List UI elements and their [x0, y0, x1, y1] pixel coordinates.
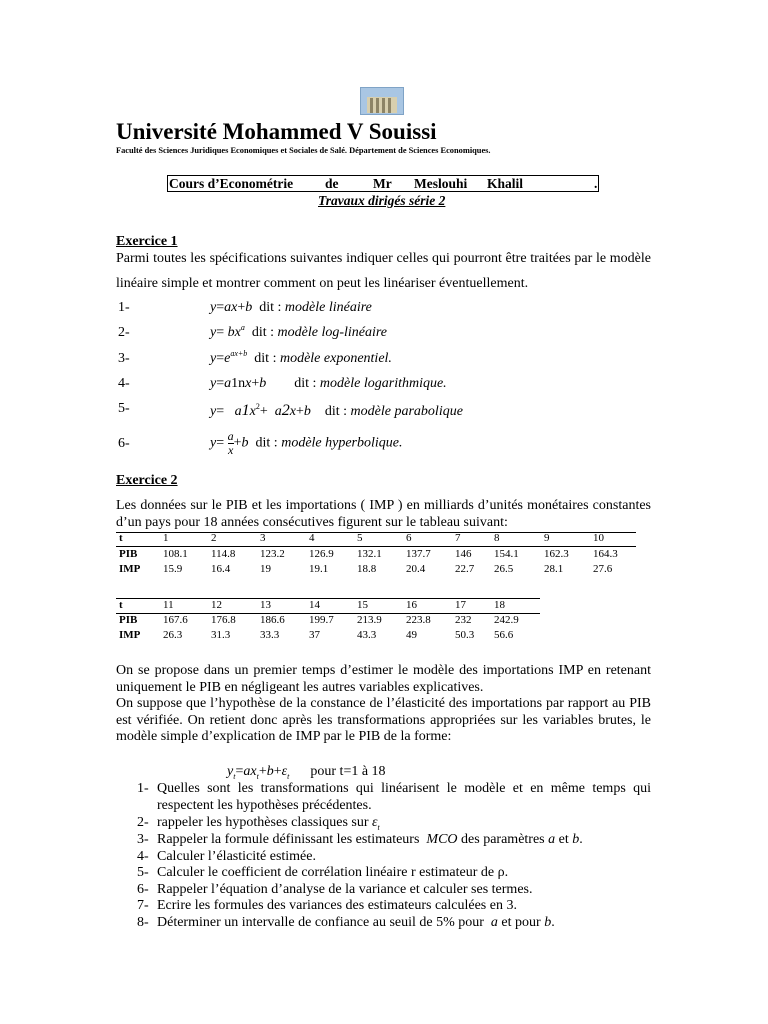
table-cell: 1: [163, 532, 169, 544]
ex1-equation-4: y=a1nx+b dit : modèle logarithmique.: [210, 376, 447, 391]
table-cell: 6: [406, 532, 412, 544]
course-dot: .: [594, 176, 598, 191]
table-cell: 17: [455, 599, 466, 611]
university-title: Université Mohammed V Souissi: [116, 119, 437, 144]
ex1-equation-2: $y= bx^a$ dit : modèle log-linéaire: [210, 323, 388, 340]
exercise2-para1: On se propose dans un premier temps d’estimer le modèle des importations IMP en retenant uniquement le PIB en négligeant les autres variables explicatives.: [116, 663, 651, 695]
table-cell: 50.3: [455, 629, 475, 641]
table-cell: 126.9: [309, 548, 334, 560]
table-row-label: PIB: [119, 548, 138, 560]
ex1-item-number: 4-: [118, 376, 130, 391]
table-cell: 22.7: [455, 563, 475, 575]
table-cell: 56.6: [494, 629, 514, 641]
table-cell: 199.7: [309, 614, 334, 626]
exercise1-title: Exercice 1: [116, 234, 178, 249]
table-row-label: IMP: [119, 629, 141, 641]
table-cell: 137.7: [406, 548, 431, 560]
table-cell: 33.3: [260, 629, 280, 641]
table-cell: 213.9: [357, 614, 382, 626]
exercise2-para2: On suppose que l’hypothèse de la constance de l’élasticité des importations par rapport au PIB est vérifiée. On retient donc après les transformations appropriées sur les variables brutes, le modèle simple d’explication de IMP par le PIB de la forme:: [116, 696, 651, 744]
ex1-equation-6: y= $\frac{a}{x}$ +b dit : modèle hyperbolique.: [210, 429, 403, 457]
table-cell: 20.4: [406, 563, 426, 575]
table-cell: 7: [455, 532, 461, 544]
series-title: Travaux dirigés série 2: [318, 193, 446, 208]
table-cell: 11: [163, 599, 174, 611]
course-name: Cours d’Econométrie: [169, 176, 294, 191]
table-cell: 167.6: [163, 614, 188, 626]
teacher-firstname: Khalil: [487, 176, 524, 191]
table-cell: 19: [260, 563, 271, 575]
ex1-item-number: 5-: [118, 401, 130, 416]
table-cell: 4: [309, 532, 315, 544]
table-cell: 2: [211, 532, 217, 544]
table-cell: 223.8: [406, 614, 431, 626]
table-cell: 164.3: [593, 548, 618, 560]
table-cell: 15: [357, 599, 368, 611]
table-cell: 37: [309, 629, 320, 641]
table-cell: 176.8: [211, 614, 236, 626]
table-row-label: t: [119, 599, 123, 611]
table-row-label: t: [119, 532, 123, 544]
table-cell: 8: [494, 532, 500, 544]
table-cell: 186.6: [260, 614, 285, 626]
table-cell: 14: [309, 599, 320, 611]
table-cell: 13: [260, 599, 271, 611]
ex1-item-number: 6-: [118, 436, 130, 451]
course-de: de: [325, 176, 339, 191]
table-cell: 18: [494, 599, 505, 611]
table-cell: 108.1: [163, 548, 188, 560]
exercise2-title: Exercice 2: [116, 473, 178, 488]
ex1-equation-5: $y= a1x^2+ a2x+b$ dit : modèle parabolique: [210, 402, 463, 419]
table-cell: 10: [593, 532, 604, 544]
table-cell: 132.1: [357, 548, 382, 560]
table-cell: 3: [260, 532, 266, 544]
table-cell: 16.4: [211, 563, 231, 575]
university-logo: [360, 87, 404, 115]
model-equation: $y_t=ax_t+b+\varepsilon_t$ pour t=1 à 18: [227, 764, 386, 781]
table2-top-rule: [116, 598, 540, 599]
table-row-label: IMP: [119, 563, 141, 575]
exercise1-intro: Parmi toutes les spécifications suivantes indiquer celles qui pourront être traitées par le modèle linéaire simple et montrer comment on peut les linéariser éventuellement.: [116, 251, 651, 291]
table-cell: 12: [211, 599, 222, 611]
table-cell: 28.1: [544, 563, 564, 575]
ex1-equation-1: y=ax+b dit : modèle linéaire: [210, 300, 372, 315]
table-cell: 5: [357, 532, 363, 544]
table-cell: 16: [406, 599, 417, 611]
course-box: [167, 175, 599, 192]
table-cell: 49: [406, 629, 417, 641]
table-cell: 162.3: [544, 548, 569, 560]
table-cell: 26.3: [163, 629, 183, 641]
teacher-lastname: Meslouhi: [414, 176, 468, 191]
table1-header-rule: [116, 546, 636, 547]
table-cell: 154.1: [494, 548, 519, 560]
table-cell: 18.8: [357, 563, 377, 575]
ex1-equation-3: $y=e^{ax+b}$ dit : modèle exponentiel.: [210, 349, 392, 366]
table-row-label: PIB: [119, 614, 138, 626]
exercise2-intro: Les données sur le PIB et les importations ( IMP ) en milliards d’unités monétaires constantes d’un pays pour 18 années consécutives figurent sur le tableau suivant:: [116, 498, 651, 530]
table-cell: 27.6: [593, 563, 613, 575]
ex1-item-number: 3-: [118, 351, 130, 366]
table-cell: 232: [455, 614, 472, 626]
ex1-item-number: 2-: [118, 325, 130, 340]
table-cell: 15.9: [163, 563, 183, 575]
table-cell: 26.5: [494, 563, 514, 575]
table-cell: 242.9: [494, 614, 519, 626]
table-cell: 123.2: [260, 548, 285, 560]
table-cell: 114.8: [211, 548, 236, 560]
table-cell: 9: [544, 532, 550, 544]
table1-top-rule: [116, 532, 636, 533]
course-mr: Mr: [373, 176, 392, 191]
table-cell: 19.1: [309, 563, 329, 575]
table-cell: 43.3: [357, 629, 377, 641]
faculty-line: Faculté des Sciences Juridiques Economiques et Sociales de Salé. Département de Sciences Economiques.: [116, 146, 491, 155]
table-cell: 31.3: [211, 629, 231, 641]
ex1-item-number: 1-: [118, 300, 130, 315]
table-cell: 146: [455, 548, 472, 560]
